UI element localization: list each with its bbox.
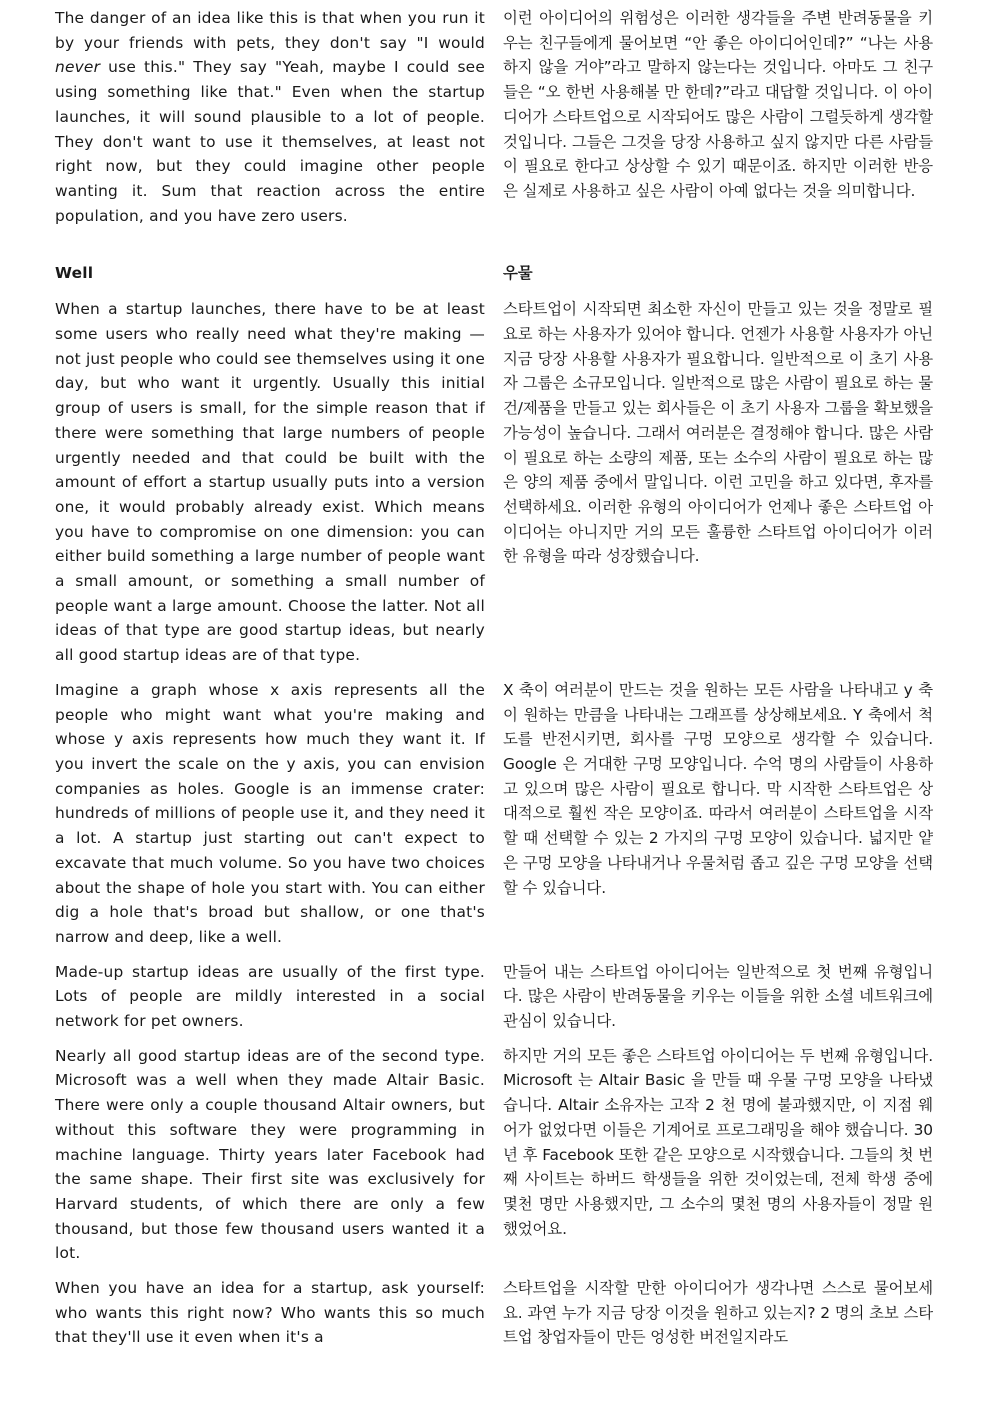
english-text: use this." They say "Yeah, maybe I could see using something like that." Even when the startup launches, it will sound plausible to a lot of people. They don't want to use it themselves, at least not right now, but they could imagine other people wanting it. Sum that reaction across the entire population, and you have zero users.	[55, 58, 485, 225]
korean-paragraph: 만들어 내는 스타트업 아이디어는 일반적으로 첫 번째 유형입니다. 많은 사람이 반려동물을 키우는 이들을 위한 소셜 네트워크에 관심이 있습니다.	[503, 962, 933, 1031]
paragraph-row-danger	[55, 6, 933, 228]
paragraph-row-ask-yourself	[55, 1276, 933, 1350]
english-paragraph	[55, 6, 485, 228]
english-paragraph: When a startup launches, there have to be at least some users who really need what they're making — not just people who could see themselves using it one day, but who want it urgently. Usually this initial group of users is small, for the simple reason that if there were something that large numbers of people urgently needed and that could be built with the amount of effort a startup usually puts into a version one, it would probably already exist. Which means you have to compromise on one dimension: you can either build something a large number of people want a small amount, or something a small number of people want a large amount. Choose the latter. Not all ideas of that type are good startup ideas, but nearly all good startup ideas are of that type.	[55, 300, 485, 665]
paragraph-row-made-up	[55, 960, 933, 1034]
korean-paragraph: 스타트업이 시작되면 최소한 자신이 만들고 있는 것을 정말로 필요로 하는 사용자가 있어야 합니다. 언젠가 사용할 사용자가 아닌 지금 당장 사용할 사용자가 필요합니다. 일반적으로 이 초기 사용자 그룹은 소규모입니다. 일반적으로 많은 사람이 필요로 하는 물건/제품을 만들고 있는 회사들은 이 초기 사용자 그룹을 확보했을 가능성이 높습니다. 그래서 여러분은 결정해야 합니다. 많은 사람이 필요로 하는 소량의 제품, 또는 소수의 사람이 필요로 하는 많은 양의 제품 중에서 말입니다. 이런 고민을 하고 있다면, 후자를 선택하세요. 이러한 유형의 아이디어가 언제나 좋은 스타트업 아이디어는 아니지만 거의 모든 훌륭한 스타트업 아이디어가 이러한 유형을 따라 성장했습니다.	[503, 300, 933, 566]
english-text: The danger of an idea like this is that when you run it by your friends with pets, they don't say "I would	[55, 9, 485, 52]
korean-paragraph: 하지만 거의 모든 좋은 스타트업 아이디어는 두 번째 유형입니다. Microsoft 는 Altair Basic 을 만들 때 우물 구멍 모양을 나타냈습니다. Altair 소유자는 고작 2 천 명에 불과했지만, 이 지점 웨어가 없었다면 이들은 기계어로 프로그래밍을 해야 했습니다. 30 년 후 Facebook 또한 같은 모양으로 시작했습니다. 그들의 첫 번째 사이트는 하버드 학생들을 위한 것이었는데, 전체 학생 중에 몇천 명만 사용했지만, 그 소수의 몇천 명의 사용자들이 정말 원했었어요.	[503, 1046, 933, 1238]
english-paragraph: Imagine a graph whose x axis represents all the people who might want what you're making and whose y axis represents how much they want it. If you invert the scale on the y axis, you can envision companies as holes. Google is an immense crater: hundreds of millions of people use it, and they need it a lot. A startup just starting out can't expect to excavate that much volume. So you have two choices about the shape of hole you start with. You can either dig a hole that's broad but shallow, or one that's narrow and deep, like a well.	[55, 680, 485, 946]
emphasis-text: never	[55, 58, 101, 77]
heading-row-well	[55, 261, 933, 285]
english-paragraph: Made-up startup ideas are usually of the first type. Lots of people are mildly interested in a social network for pet owners.	[55, 962, 485, 1031]
korean-paragraph: X 축이 여러분이 만드는 것을 원하는 모든 사람을 나타내고 y 축이 원하는 만큼을 나타내는 그래프를 상상해보세요. Y 축에서 척도를 반전시키면, 회사를 구멍 모양으로 생각할 수 있습니다. Google 은 거대한 구멍 모양입니다. 수억 명의 사람들이 사용하고 있으며 많은 사람이 필요로 합니다. 막 시작한 스타트업은 상대적으로 훨씬 작은 모양이죠. 따라서 여러분이 스타트업을 시작할 때 선택할 수 있는 2 가지의 구멍 모양이 있습니다. 넓지만 얕은 구멍 모양을 나타내거나 우물처럼 좁고 깊은 구멍 모양을 선택할 수 있습니다.	[503, 680, 933, 897]
paragraph-row-graph	[55, 678, 933, 950]
english-paragraph: When you have an idea for a startup, ask yourself: who wants this right now? Who wants this so much that they'll use it even when it's a	[55, 1279, 485, 1347]
korean-paragraph: 이런 아이디어의 위험성은 이러한 생각들을 주변 반려동물을 키우는 친구들에게 물어보면 “안 좋은 아이디어인데?” “나는 사용하지 않을 거야”라고 말하지 않는다는 것입니다. 아마도 그 친구들은 “오 한번 사용해볼 만 한데?”라고 대답할 것입니다. 이 아이디어가 스타트업으로 시작되어도 많은 사람이 그럴듯하게 생각할 것입니다. 그들은 그것을 당장 사용하고 싶지 않지만 다른 사람들이 필요로 한다고 상상할 수 있기 때문이죠. 하지만 이러한 반응은 실제로 사용하고 싶은 사람이 아예 없다는 것을 의미합니다.	[503, 9, 933, 200]
paragraph-row-launch	[55, 297, 933, 668]
bilingual-document	[55, 6, 933, 1360]
paragraph-row-second-type	[55, 1044, 933, 1266]
english-paragraph: Nearly all good startup ideas are of the second type. Microsoft was a well when they made Altair Basic. There were only a couple thousand Altair owners, but without this software they were programming in machine language. Thirty years later Facebook had the same shape. Their first site was exclusively for Harvard students, of which there are only a few thousand, but those few thousand users wanted it a lot.	[55, 1046, 485, 1263]
section-heading-english: Well	[55, 264, 94, 283]
section-heading-korean: 우물	[503, 264, 533, 283]
korean-paragraph: 스타트업을 시작할 만한 아이디어가 생각나면 스스로 물어보세요. 과연 누가 지금 당장 이것을 원하고 있는지? 2 명의 초보 스타트업 창업자들이 만든 엉성한 버전일지라도	[503, 1279, 933, 1347]
